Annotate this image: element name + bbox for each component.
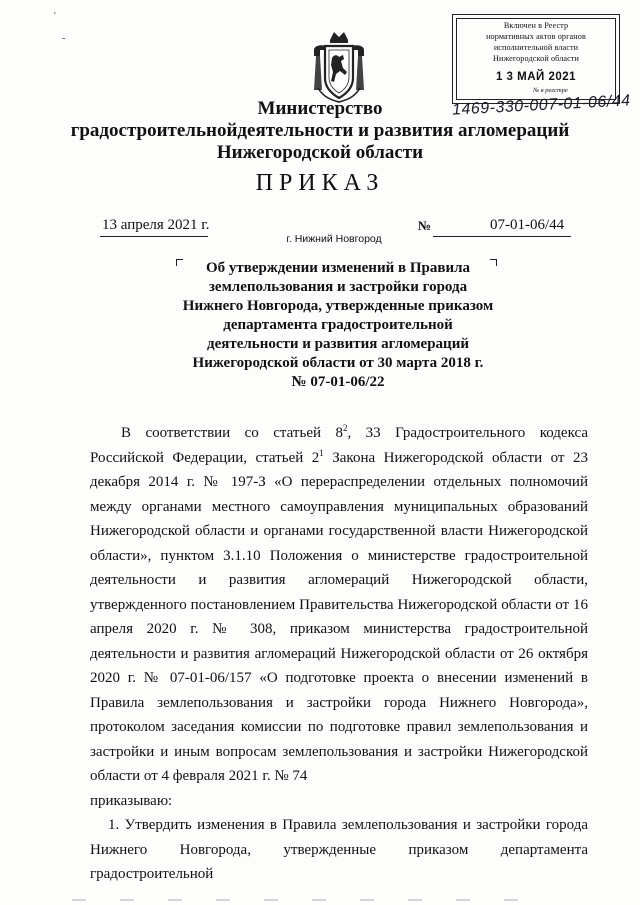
stamp-registry-label: № в реестре (533, 87, 568, 94)
heading-line: № 07-01-06/22 (291, 374, 385, 390)
document-body (90, 421, 588, 887)
stamp-date: 1 3 МАЙ 2021 (495, 71, 577, 83)
heading-line: департамента градостроительной (223, 317, 453, 333)
document-number: 07-01-06/44 (490, 217, 565, 233)
preamble-text-a: В соответствии со статьей 8 (121, 425, 343, 441)
registry-number-handwritten: 1469-330-007-01-06/44 (451, 92, 631, 119)
registry-stamp (452, 14, 620, 104)
heading-line: Нижнего Новгорода, утвержденные приказом (182, 298, 494, 314)
preamble-text-b: , 33 Градостроительного кодекса Российской Федерации, статьей 2 (90, 425, 588, 466)
scan-artifact-line (72, 899, 542, 901)
superscript: 2 (342, 423, 348, 433)
document-type-title: ПРИКАЗ (255, 170, 385, 196)
order-item-1: 1. Утвердить изменения в Правила землепользования и застройки города Нижнего Новгорода, утвержденные приказом департамента градостроительной (90, 817, 588, 882)
heading-line: Нижегородской области от 30 марта 2018 г. (192, 355, 484, 371)
stamp-line-3: исполнительной власти (493, 43, 579, 52)
number-label: № (418, 218, 432, 233)
scan-mark: - (62, 33, 66, 44)
ministry-name-line-3: Нижегородской области (216, 142, 424, 163)
document-city: г. Нижний Новгород (286, 233, 382, 245)
document-heading (150, 259, 526, 392)
stamp-line-4: Нижегородской области (492, 54, 580, 63)
coat-of-arms-icon (310, 28, 368, 104)
scan-mark: ' (54, 11, 56, 22)
document-date: 13 апреля 2021 г. (102, 217, 210, 233)
superscript: 1 (319, 447, 324, 458)
heading-line: землепользования и застройки города (208, 279, 468, 295)
preamble-text-c: Закона Нижегородской области от 23 декабря 2014 г. № 197-З «О перераспределении отдельных полномочий между органами местного самоуправления муниципальных образований Нижегородской области и органами государственной власти Нижегородской области», пунктом 3.1.10 Положения о министерстве градостроительной деятельности и развития агломераций Нижегородской области, утвержденного постановлением Правительства Нижегородской области от 16 апреля 2020 г. № 308, приказом министерства градостроительной деятельности и развития агломераций Нижегородской области от 26 октября 2020 г. № 07-01-06/157 «О подготовке проекта о внесении изменений в Правила землепользования и застройки города Нижнего Новгорода», протоколом заседания комиссии по подготовке правил землепользования и застройки и иным вопросам землепользования и застройки Нижегородской области от 4 февраля 2021 г. № 74 (90, 449, 588, 784)
order-word: приказываю: (90, 792, 173, 809)
stamp-line-1: Включен в Реестр (503, 21, 569, 30)
preamble-paragraph (90, 421, 588, 789)
stamp-line-2: нормативных актов органов (486, 32, 586, 41)
ministry-name-line-1: Министерство (257, 98, 383, 119)
heading-line: Об утверждении изменений в Правила (205, 260, 471, 276)
heading-line: деятельности и развития агломераций (206, 336, 469, 352)
ministry-name-line-2: градостроительнойдеятельности и развития агломераций (70, 120, 570, 141)
